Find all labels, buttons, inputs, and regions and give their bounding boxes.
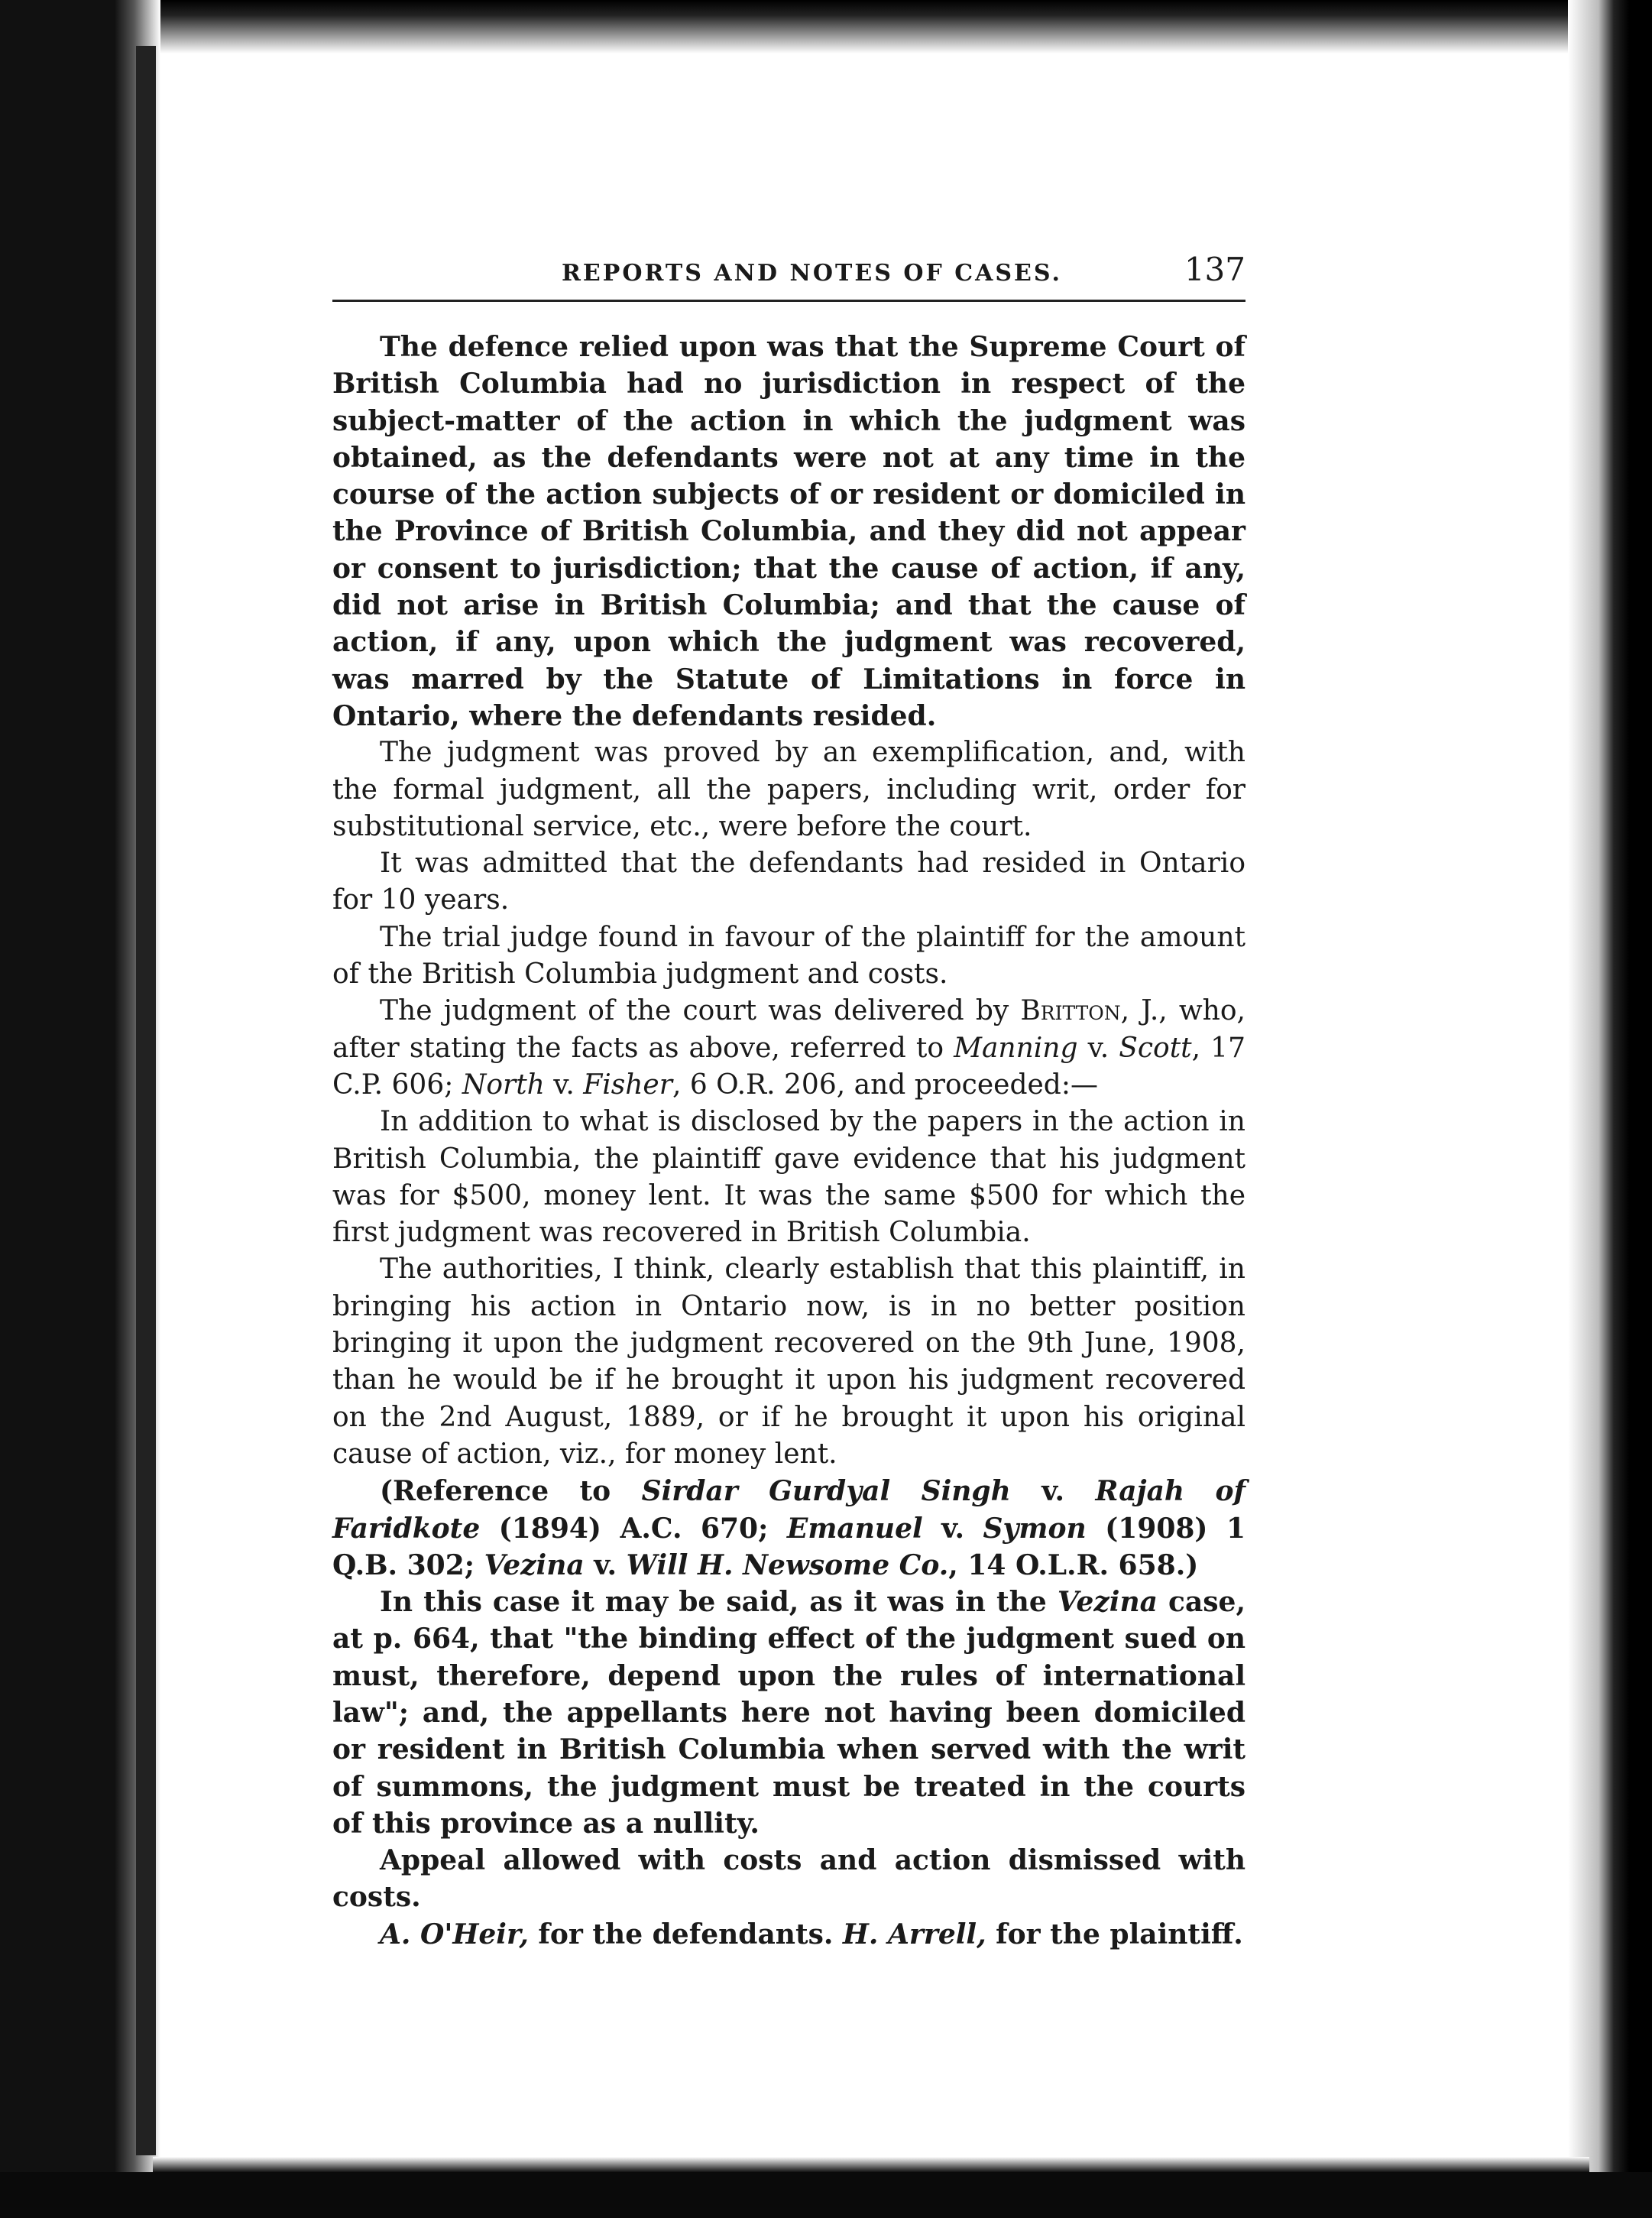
- scan-right-edge: [1568, 0, 1652, 2218]
- case-name: Fisher: [583, 1068, 672, 1101]
- text-run: v.: [922, 1512, 983, 1545]
- paragraph-disposition: Appeal allowed with costs and action dismissed with costs.: [332, 1844, 1245, 1914]
- header-rule: [332, 300, 1245, 302]
- case-name: Will H. Newsome Co.: [626, 1548, 949, 1581]
- paragraph-references: [332, 1473, 1245, 1584]
- running-head-title: REPORTS AND NOTES OF CASES.: [562, 260, 1062, 287]
- text-run: (1894) A.C. 670;: [480, 1512, 787, 1545]
- text-run: (1908) 1 Q.B. 302;: [332, 1512, 1245, 1581]
- paragraph-exemplification: The judgment was proved by an exemplification, and, with the formal judgment, all the papers, including writ, order for substitutional service, etc., were before the court.: [332, 737, 1245, 842]
- judge-name: Britton: [1020, 995, 1121, 1027]
- text-run: , 6 O.R. 206, and proceeded:—: [672, 1068, 1098, 1101]
- paragraph-residence: It was admitted that the defendants had resided in Ontario for 10 years.: [332, 848, 1245, 916]
- counsel-name: H. Arrell,: [842, 1918, 986, 1950]
- scan-bottom-edge: [0, 2172, 1652, 2218]
- text-run: In this case it may be said, as it was in the: [380, 1586, 1058, 1619]
- case-name: Sirdar Gurdyal Singh: [641, 1475, 1011, 1508]
- text-run: , 17 C.P. 606;: [332, 1032, 1245, 1101]
- counsel-name: A. O'Heir,: [380, 1918, 529, 1950]
- paragraph-defence: The defence relied upon was that the Supreme Court of British Columbia had no jurisdiction in respect of the subject-matter of the action in which the judgment was obtained, as the defendants were not at any time in the course of the action subjects of or resident or domiciled in the Province of British Columbia, and they did not appear or consent to jurisdiction; that the cause of action, if any, did not arise in British Columbia; and that the cause of action, if any, upon which the judgment was recovered, was marred by the Statute of Limitations in force in Ontario, where the defendants resided.: [332, 331, 1245, 732]
- scan-top-edge: [0, 0, 1652, 54]
- text-run: , J., who, after stating the facts as above, referred to: [332, 995, 1245, 1064]
- scan-bottom-shadow: [153, 2157, 1589, 2172]
- text-run: for the defendants.: [528, 1918, 843, 1950]
- case-name: Vezina: [484, 1548, 585, 1581]
- running-head: [332, 245, 1245, 306]
- text-run: v.: [584, 1548, 627, 1581]
- paragraph-counsel: [332, 1916, 1245, 1953]
- text-run: , 14 O.L.R. 658.): [948, 1548, 1199, 1581]
- text-run: for the plaintiff.: [986, 1918, 1243, 1950]
- paragraph-evidence: In addition to what is disclosed by the papers in the action in British Columbia, the plaintiff gave evidence that his judgment was for $500, money lent. It was the same $500 for which the first judgment was recovered in British Columbia.: [332, 1106, 1245, 1249]
- page-number: 137: [1184, 251, 1245, 288]
- paragraph-trial-judge: The trial judge found in favour of the plaintiff for the amount of the British Columbia judgment and costs.: [332, 921, 1245, 991]
- case-name: North: [462, 1068, 545, 1101]
- text-run: v.: [1010, 1475, 1096, 1508]
- case-name: Vezina: [1057, 1586, 1158, 1619]
- paragraph-authorities: The authorities, I think, clearly establish that this plaintiff, in bringing his action in Ontario now, is in no better position bringing it upon the judgment recovered on the 9th June, 1908, than he would be if he brought it upon his judgment recovered on the 2nd August, 1889, or if he brought it upon his original cause of action, viz., for money lent.: [332, 1253, 1245, 1470]
- text-run: The judgment of the court was delivered by: [380, 995, 1021, 1027]
- text-run: (Reference to: [380, 1475, 642, 1508]
- text-run: v.: [1077, 1032, 1119, 1064]
- paragraph-judgment-delivered: [332, 993, 1245, 1104]
- paragraph-conclusion: [332, 1584, 1245, 1842]
- case-name: Symon: [983, 1512, 1087, 1545]
- case-name: Rajah of Faridkote: [332, 1475, 1245, 1545]
- case-name: Manning: [954, 1032, 1078, 1064]
- case-name: Emanuel: [786, 1512, 923, 1545]
- text-run: case, at p. 664, that "the binding effect of the judgment sued on must, therefore, depend upon the rules of international law"; and, the appellants here not having been domiciled or resident in British Columbia when served with the writ of summons, the judgment must be treated in the courts of this province as a nullity.: [332, 1586, 1245, 1840]
- case-name: Scott: [1119, 1032, 1192, 1064]
- scan-left-stripe: [136, 46, 156, 2155]
- text-run: v.: [544, 1068, 584, 1101]
- page-body: [332, 329, 1245, 1953]
